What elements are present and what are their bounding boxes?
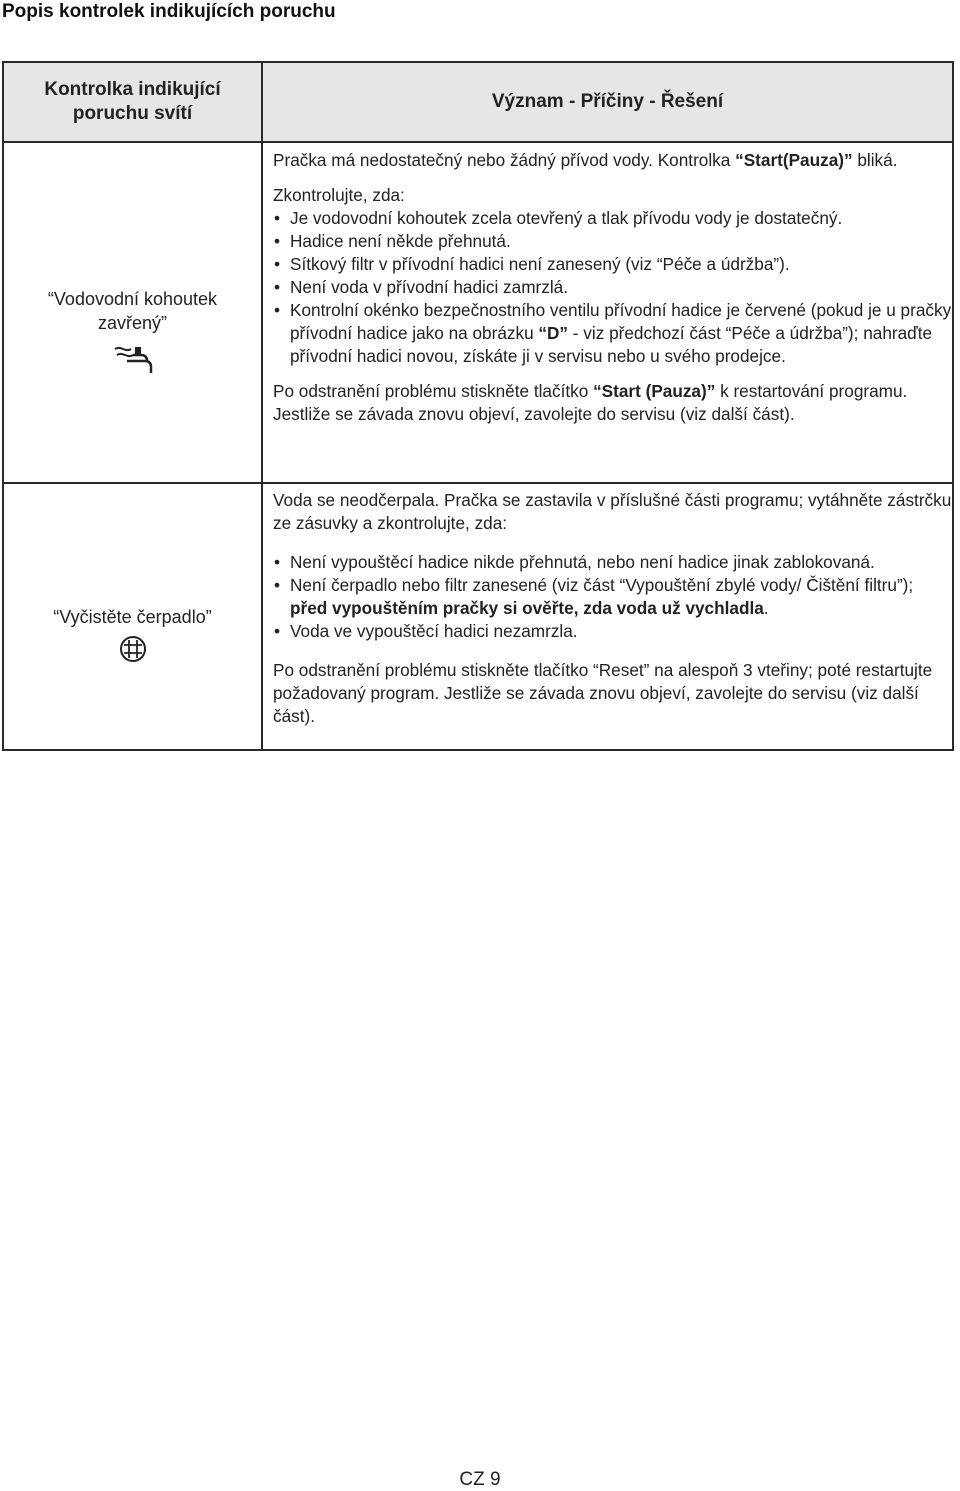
list-item: • Hadice není někde přehnutá. bbox=[273, 230, 953, 253]
header-indicator bbox=[4, 63, 261, 141]
check-heading: Zkontrolujte, zda: bbox=[273, 185, 405, 205]
check-list bbox=[273, 207, 953, 368]
page-title: Popis kontrolek indikujících poruchu bbox=[2, 1, 336, 22]
list-item: • Není voda v přívodní hadici zamrzlá. bbox=[273, 276, 953, 299]
header-meaning bbox=[263, 63, 952, 141]
list-item: • Je vodovodní kohoutek zcela otevřený a tlak přívodu vody je dostatečný. bbox=[273, 207, 953, 230]
header-indicator-label: Kontrolka indikující poruchu svítí bbox=[44, 79, 221, 124]
check-list bbox=[273, 551, 953, 643]
list-item: • Není čerpadlo nebo filtr zanesené (viz část “Vypouštění zbylé vody/ Čištění filtru”); před vypouštěním pračky si ověřte, zda voda už vychladla. bbox=[273, 574, 953, 620]
troubleshooting-table bbox=[2, 61, 954, 751]
column-divider bbox=[261, 63, 263, 749]
problem-description: Voda se neodčerpala. Pračka se zastavila v příslušné části programu; vytáhněte zástrčku ze zásuvky a zkontrolujte, zda: bbox=[273, 490, 952, 533]
row-divider bbox=[4, 482, 952, 484]
solution-tap-closed bbox=[273, 149, 953, 426]
list-item: • Voda ve vypouštěcí hadici nezamrzla. bbox=[273, 620, 953, 643]
list-item: • Kontrolní okénko bezpečnostního ventilu přívodní hadice je červené (pokud je u pračky přívodní hadice jako na obrázku “D” - viz předchozí část “Péče a údržba”); nahraďte přívodní hadici novou, získáte ji v servisu nebo u svého prodejce. bbox=[273, 299, 953, 368]
header-divider bbox=[4, 141, 952, 143]
header-meaning-label: Význam - Příčiny - Řešení bbox=[491, 91, 724, 112]
page-number: CZ 9 bbox=[459, 1469, 501, 1490]
restart-instruction: Po odstranění problému stiskněte tlačítko “Reset” na alespoň 3 vteřiny; poté restartujte požadovaný program. Jestliže se závada znovu objeví, zavolejte do servisu (viz další část). bbox=[273, 660, 933, 726]
list-item: • Není vypouštěcí hadice nikde přehnutá, nebo není hadice jinak zablokovaná. bbox=[273, 551, 953, 574]
list-item: • Sítkový filtr v přívodní hadici není zanesený (viz “Péče a údržba”). bbox=[273, 253, 953, 276]
problem-description: Pračka má nedostatečný nebo žádný přívod vody. Kontrolka “Start(Pauza)” bliká. bbox=[273, 150, 898, 170]
pump-filter-icon bbox=[119, 635, 147, 663]
restart-instruction: Po odstranění problému stiskněte tlačítko “Start (Pauza)” k restartování programu. Jestliže se závada znovu objeví, zavolejte do servisu (viz další část). bbox=[273, 381, 908, 424]
cause-clean-pump bbox=[4, 605, 261, 663]
cause-label: “Vyčistěte čerpadlo” bbox=[53, 607, 212, 627]
solution-clean-pump bbox=[273, 489, 953, 728]
cause-tap-closed bbox=[4, 287, 261, 375]
cause-label: “Vodovodní kohoutek zavřený” bbox=[47, 289, 218, 333]
water-tap-icon bbox=[111, 341, 155, 375]
